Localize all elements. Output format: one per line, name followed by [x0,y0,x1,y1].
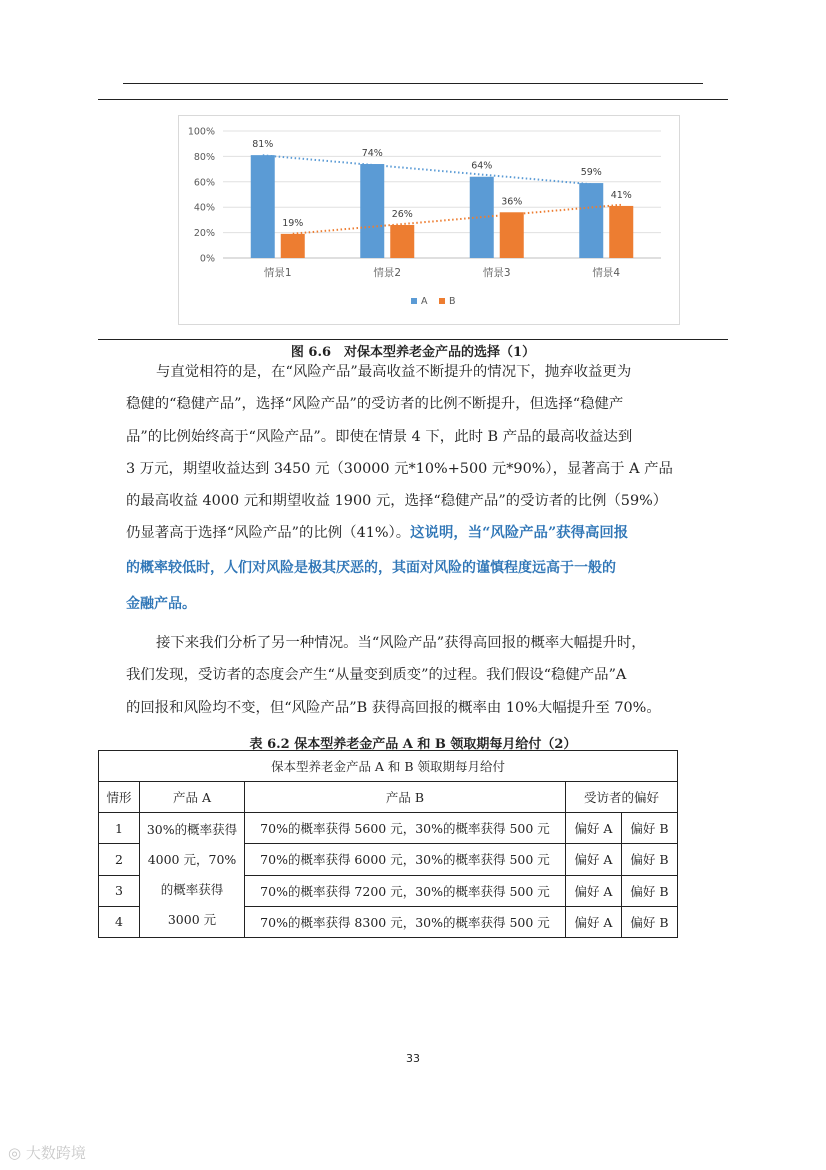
y-tick-label: 20% [193,228,215,240]
prefer-a-cell: 偏好 A [566,844,622,875]
legend-swatch-b [439,298,445,304]
data-label: 74% [361,148,383,160]
p1-line-3: 品”的比例始终高于“风险产品”。即使在情景 4 下，此时 B 产品的最高收益达到 [126,428,633,445]
watermark [8,1142,86,1163]
figure-top-rule [98,99,728,100]
p1-line-4: 3 万元，期望收益达到 3450 元（30000 元*10%+500 元*90%），显著高于 A 产品 [126,460,673,477]
x-tick-label: 情景2 [373,267,402,279]
p2-line-1: 接下来我们分析了另一种情况。当“风险产品”获得高回报的概率大幅提升时， [156,635,646,651]
p1-line-6 [126,517,706,549]
watermark-logo-icon: ◎ [8,1144,26,1162]
y-tick-label: 40% [193,202,215,214]
trendline-a [263,155,592,184]
product-b-cell: 70%的概率获得 5600 元，30%的概率获得 500 元 [245,813,566,844]
header-product-a: 产品 A [140,782,245,813]
p1-line-1: 与直觉相符的是，在“风险产品”最高收益不断提升的情况下，抛弃收益更为 [156,364,632,380]
header-rule [123,83,703,84]
figure-caption: 图 6.6 对保本型养老金产品的选择（1） [290,345,536,360]
prefer-b-cell: 偏好 B [621,813,677,844]
trendline-b [293,205,622,234]
watermark-text: 大数跨境 [25,1144,86,1162]
bar-a [579,183,603,258]
y-tick-label: 100% [187,126,215,138]
prefer-a-cell: 偏好 A [566,906,622,937]
prefer-a-cell: 偏好 A [566,875,622,906]
prefer-a-cell: 偏好 A [566,813,622,844]
table-header-row [99,782,678,813]
table-row [99,813,678,844]
product-a-cell: 30%的概率获得 4000 元，70% 的概率获得 3000 元 [140,813,245,938]
chart-canvas [179,116,679,324]
p1-line-5: 的最高收益 4000 元和期望收益 1900 元，选择“稳健产品”的受访者的比例（59%） [126,493,668,510]
x-tick-label: 情景3 [482,267,511,279]
figure-bottom-rule [98,339,728,340]
data-label: 41% [610,189,632,201]
legend-label-b: B [449,296,456,307]
p1-emphasis-line-1: 的概率较低时，人们对风险是极其厌恶的，其面对风险的谨慎程度远高于一般的 [126,559,616,576]
paragraph-2 [126,627,706,724]
product-b-cell: 70%的概率获得 7200 元，30%的概率获得 500 元 [245,875,566,906]
case-cell: 2 [99,844,140,875]
bar-a [360,164,384,258]
data-label: 26% [391,208,413,220]
data-label: 59% [580,167,602,179]
table-caption: 表 6.2 保本型养老金产品 A 和 B 领取期每月给付（2） [249,737,577,752]
bar-b [609,206,633,258]
p2-line-3: 的回报和风险均不变，但“风险产品”B 获得高回报的概率由 10%大幅提升至 70%。 [126,699,661,716]
legend-swatch-a [411,298,417,304]
header-preference: 受访者的偏好 [566,782,678,813]
data-label: 36% [501,196,523,208]
bar-chart [178,115,680,325]
case-cell: 4 [99,906,140,937]
product-b-cell: 70%的概率获得 8300 元，30%的概率获得 500 元 [245,906,566,937]
x-tick-label: 情景4 [592,267,621,279]
prefer-b-cell: 偏好 B [621,906,677,937]
data-label: 19% [282,217,304,229]
paragraph-1 [126,356,706,622]
y-tick-label: 80% [193,151,215,163]
table-title-row [99,751,678,782]
product-b-cell: 70%的概率获得 6000 元，30%的概率获得 500 元 [245,844,566,875]
bar-b [281,234,305,258]
page-number: 33 [406,1052,420,1065]
bar-a [251,155,275,258]
p1-line-2: 稳健的“稳健产品”，选择“风险产品”的受访者的比例不断提升，但选择“稳健产 [126,396,624,413]
x-tick-label: 情景1 [263,267,292,279]
table-title-cell: 保本型养老金产品 A 和 B 领取期每月给付 [99,751,678,782]
legend-label-a: A [421,296,428,307]
bar-b [500,212,524,258]
p1-line-6-emphasis: 这说明，当“风险产品”获得高回报 [410,524,629,542]
p1-emphasis-line-2: 金融产品。 [126,595,196,612]
y-tick-label: 0% [199,253,215,265]
p1-line-6-plain: 仍显著高于选择“风险产品”的比例（41%）。 [126,525,411,542]
y-tick-label: 60% [193,177,215,189]
bar-b [390,225,414,258]
p2-line-2: 我们发现，受访者的态度会产生“从量变到质变”的过程。我们假设“稳健产品”A [126,667,627,684]
prefer-b-cell: 偏好 B [621,875,677,906]
data-label: 64% [471,160,493,172]
data-label: 81% [252,139,274,151]
case-cell: 1 [99,813,140,844]
preference-table [98,750,678,938]
header-product-b: 产品 B [245,782,566,813]
case-cell: 3 [99,875,140,906]
prefer-b-cell: 偏好 B [621,844,677,875]
header-case: 情形 [99,782,140,813]
